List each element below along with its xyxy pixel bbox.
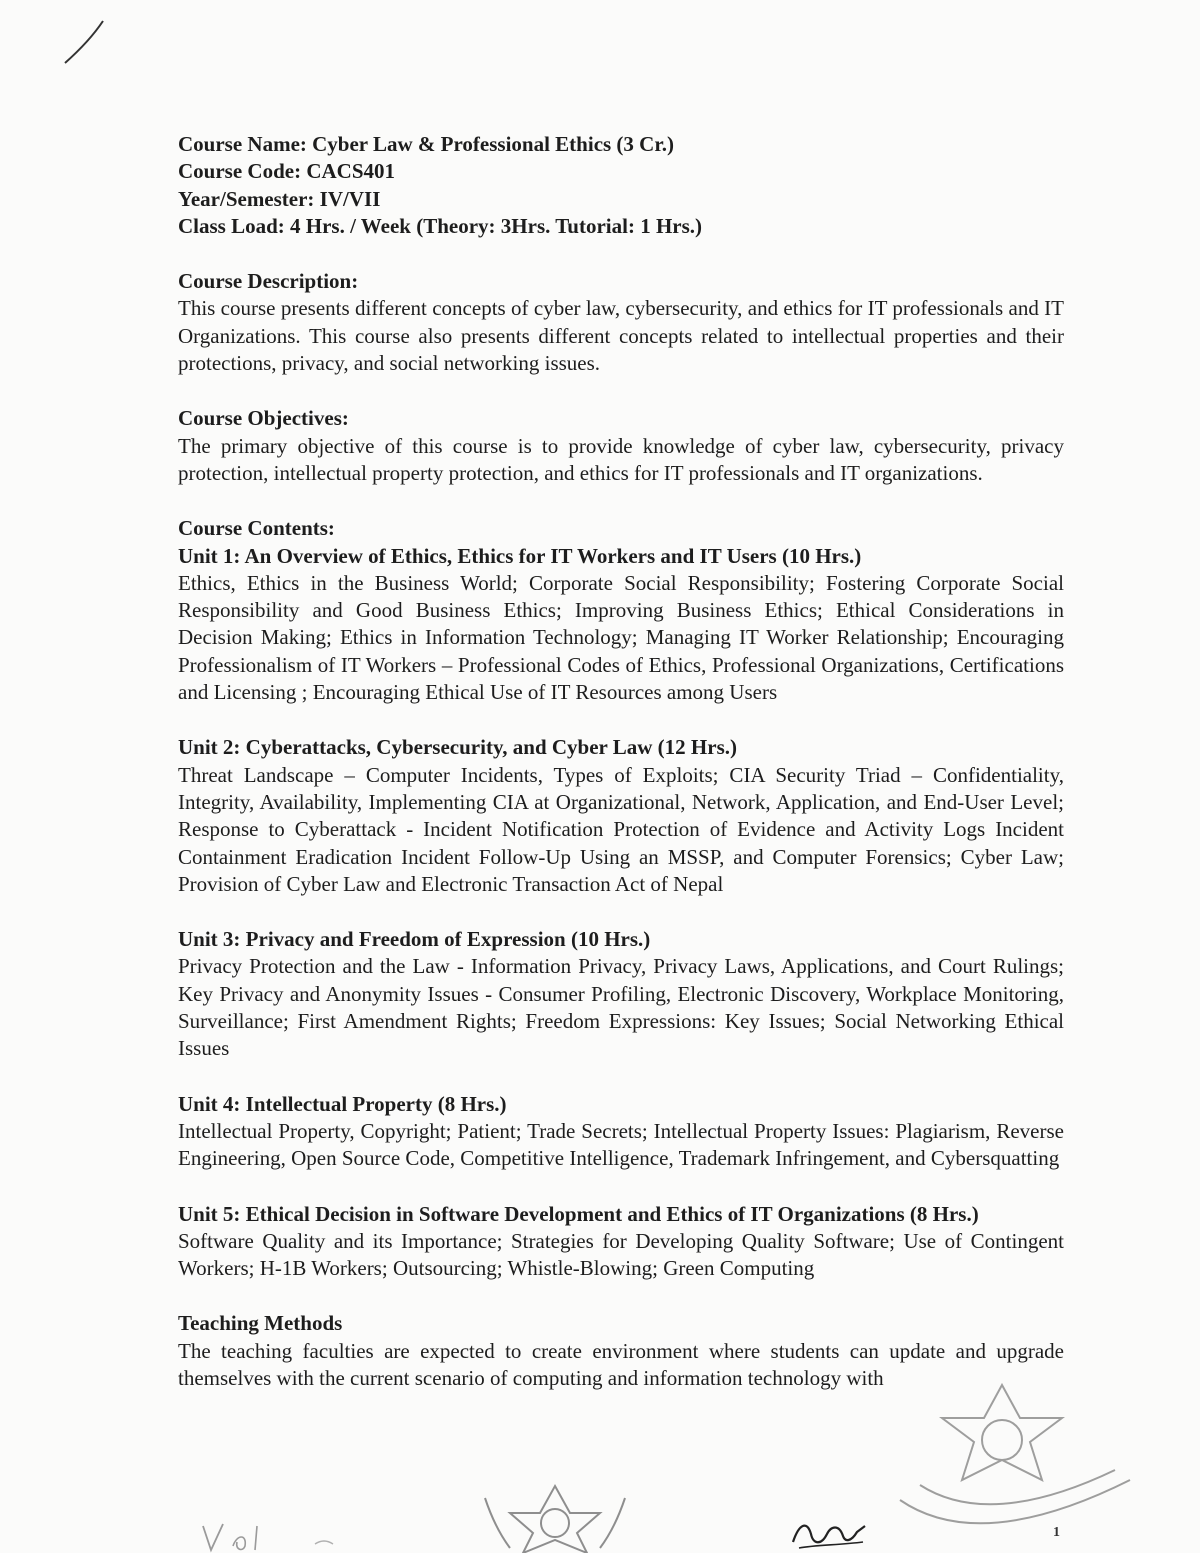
official-stamp-icon (880, 1380, 1150, 1553)
unit-title: Unit 3: Privacy and Freedom of Expression (10 Hrs.) (178, 927, 651, 952)
section-text: The primary objective of this course is to provide knowledge of cyber law, cybersecurity, privacy protection, intellectual property protection, and ethics for IT professionals and IT organizations. (178, 433, 1064, 485)
unit-text: Ethics, Ethics in the Business World; Corporate Social Responsibility; Fostering Corporate Social Responsibility and Good Business Ethics; Improving Business Ethics; Ethical Considerations in Decision Making; Ethics in Information Technology; Managing IT Worker Relationship; Encouraging Professionalism of IT Workers – Professional Codes of Ethics, Professional Organizations, Certifications and Licensing ; Encouraging Ethical Use of IT Resources among Users (178, 570, 1064, 705)
unit-block (178, 1201, 1064, 1283)
unit-title: Unit 2: Cyberattacks, Cybersecurity, and Cyber Law (12 Hrs.) (178, 735, 737, 760)
section-heading: Course Contents: (178, 516, 335, 541)
section-text: This course presents different concepts of cyber law, cybersecurity, and ethics for IT professionals and IT Organizations. This course also presents different concepts related to intellectual properties and their protections, privacy, and social networking issues. (178, 296, 1064, 376)
unit-text: Privacy Protection and the Law - Information Privacy, Privacy Laws, Applications, and Court Rulings; Key Privacy and Anonymity Issues - Consumer Profiling, Electronic Discovery, Workplace Monitoring, Surveillance; First Amendment Rights; Freedom Expressions: Key Issues; Social Networking Ethical Issues (178, 954, 1064, 1061)
year-semester: Year/Semester: IV/VII (178, 186, 381, 211)
class-load: Class Load: 4 Hrs. / Week (Theory: 3Hrs. Tutorial: 1 Hrs.) (178, 213, 703, 238)
unit-title: Unit 5: Ethical Decision in Software Development and Ethics of IT Organizations (8 Hrs.) (178, 1201, 979, 1226)
unit-block (178, 543, 1064, 707)
section-heading: Course Objectives: (178, 406, 349, 431)
unit-block (178, 734, 1064, 898)
course-description-section (178, 268, 1064, 377)
section-heading: Teaching Methods (178, 1311, 343, 1336)
star-seal-stamp-icon (455, 1478, 655, 1553)
page-number: 1 (1053, 1525, 1060, 1540)
unit-block (178, 1091, 1064, 1173)
pen-mark-icon (55, 15, 115, 70)
handwritten-initials-icon (195, 1520, 365, 1553)
unit-text: Software Quality and its Importance; Strategies for Developing Quality Software; Use of Contingent Workers; H-1B Workers; Outsourcing; Whistle-Blowing; Green Computing (178, 1228, 1064, 1281)
unit-block (178, 926, 1064, 1062)
course-code: Course Code: CACS401 (178, 159, 395, 184)
handwritten-signature-icon (785, 1512, 875, 1553)
course-objectives-section (178, 405, 1064, 487)
course-contents-section (178, 515, 1064, 1282)
unit-text: Threat Landscape – Computer Incidents, Types of Exploits; CIA Security Triad – Confidentiality, Integrity, Availability, Implementing CIA at Organizational, Network, Application, and End-User Level; Response to Cyberattack - Incident Notification Protection of Evidence and Activity Logs Incident Containment Eradication Incident Follow-Up Using an MSSP, and Computer Forensics; Cyber Law; Provision of Cyber Law and Electronic Transaction Act of Nepal (178, 762, 1064, 896)
unit-text: Intellectual Property, Copyright; Patient; Trade Secrets; Intellectual Property Issues: Plagiarism, Reverse Engineering, Open Source Code, Competitive Intelligence, Trademark Infringement, and Cybersquatting (178, 1118, 1064, 1171)
document-body (178, 131, 1064, 1392)
section-text: The teaching faculties are expected to create environment where students can update and upgrade themselves with the current scenario of computing and information technology with (178, 1338, 1064, 1390)
unit-title: Unit 1: An Overview of Ethics, Ethics for IT Workers and IT Users (10 Hrs.) (178, 543, 862, 568)
section-heading: Course Description: (178, 269, 359, 294)
unit-title: Unit 4: Intellectual Property (8 Hrs.) (178, 1091, 507, 1116)
course-header (178, 131, 1064, 240)
course-name: Course Name: Cyber Law & Professional Ethics (3 Cr.) (178, 132, 674, 156)
